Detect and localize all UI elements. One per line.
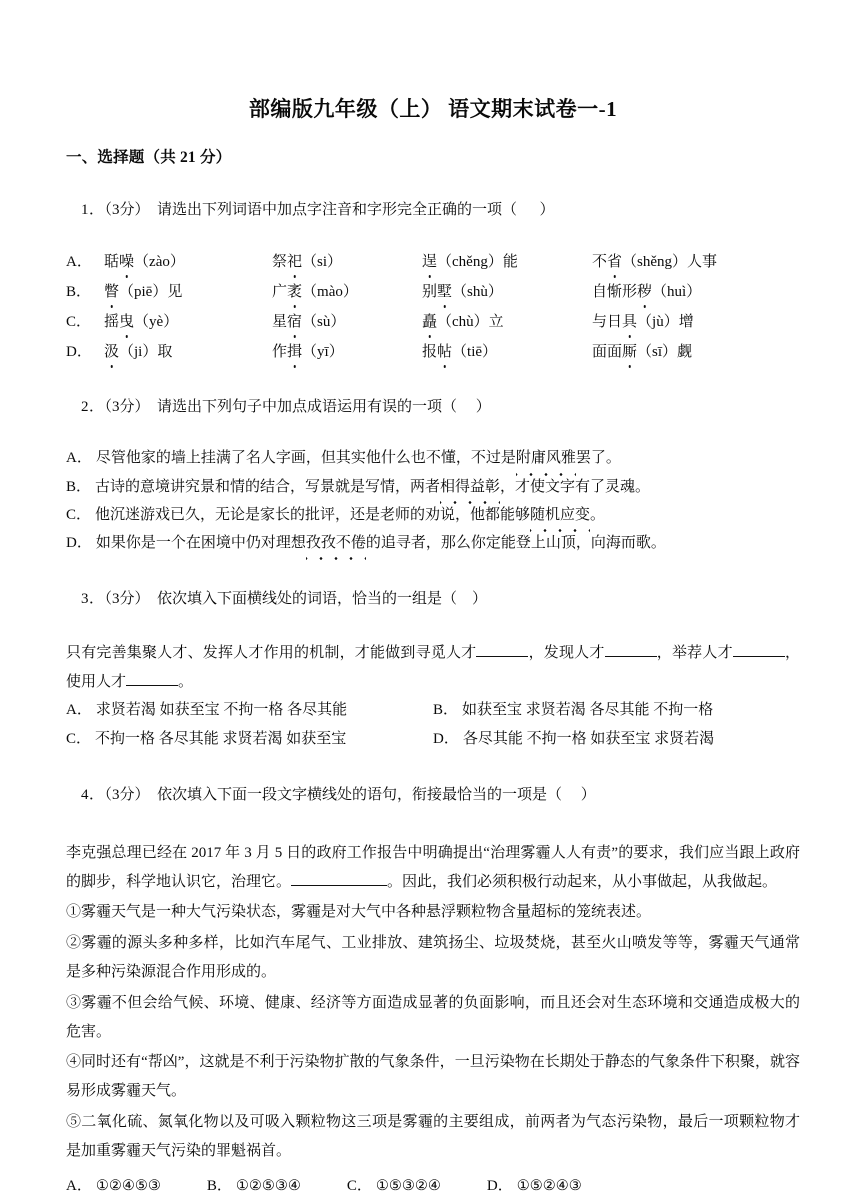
question-3-text: 依次填入下面横线处的词语，恰当的一组是（ ） — [157, 590, 488, 607]
cell-post: （zào） — [134, 253, 185, 270]
option-cell-4 — [592, 340, 692, 364]
question-4-intro-paragraph — [66, 839, 800, 897]
option-label: C． — [346, 1177, 372, 1194]
question-4-option-b[interactable] — [207, 1174, 301, 1198]
cell-post: （shù） — [452, 283, 503, 300]
cell-post: （sù） — [302, 313, 346, 330]
cell-dotted: 汲 — [104, 340, 119, 364]
option-label: B． — [66, 478, 92, 495]
question-1-score: （3分） — [104, 201, 150, 218]
question-2-stem — [66, 374, 800, 442]
question-3-number: 3． — [81, 590, 105, 607]
cell-post: （tiē） — [452, 343, 498, 360]
question-3-passage — [66, 639, 800, 697]
option-cell-1 — [104, 310, 272, 334]
option-emphasis: 附庸风雅 — [516, 447, 576, 470]
option-label: B． — [206, 1177, 232, 1194]
option-cell-1 — [104, 280, 272, 304]
question-1-number: 1． — [81, 201, 105, 218]
option-post: ，才使文字有了灵魂。 — [500, 478, 651, 495]
question-1-text: 请选出下列词语中加点字注音和字形完全正确的一项（ ） — [157, 201, 555, 218]
cell-pre: 自惭形 — [592, 283, 638, 300]
option-emphasis: 孜孜不倦 — [306, 532, 366, 555]
cell-post: （sī）觑 — [637, 343, 693, 360]
cell-pre: 不 — [592, 253, 608, 270]
fill-blank-3[interactable] — [733, 656, 785, 657]
cell-pre: 作 — [272, 343, 288, 360]
option-text: ①⑤②④③ — [516, 1177, 582, 1194]
option-cell-1 — [104, 340, 272, 364]
option-cell-1 — [104, 250, 272, 274]
cell-post: （piē）见 — [119, 283, 183, 300]
cell-pre: 报 — [422, 343, 438, 360]
question-3-option-d[interactable] — [433, 727, 800, 751]
option-post: 的追寻者，那么你定能登上山顶，向海而歌。 — [365, 535, 666, 552]
question-1-option-b[interactable] — [66, 280, 800, 304]
cell-dotted: 具 — [622, 310, 637, 334]
option-cell-3 — [422, 250, 592, 274]
option-cell-4 — [592, 310, 694, 334]
option-label: D． — [486, 1177, 513, 1194]
option-label: C． — [66, 313, 92, 330]
question-2-option-d[interactable] — [66, 532, 800, 555]
option-label: B． — [433, 702, 459, 719]
page-title: 部编版九年级（上） 语文期末试卷一-1 — [248, 97, 618, 121]
question-2-option-c[interactable] — [66, 504, 800, 527]
cell-dotted: 宿 — [287, 310, 302, 334]
option-cell-2 — [272, 280, 422, 304]
option-text — [96, 532, 666, 555]
cell-pre: 摇 — [104, 313, 120, 330]
question-1-option-c[interactable] — [66, 310, 800, 334]
cell-post: （chù）立 — [437, 313, 504, 330]
question-4-number: 4． — [81, 786, 105, 803]
question-3-stem — [66, 565, 800, 633]
cell-pre: 祭 — [272, 253, 288, 270]
question-4-sentence-5: ⑤二氧化硫、氮氧化物以及可吸入颗粒物这三项是雾霾的主要组成，前两者为气态污染物，最后一项颗粒物才是加重雾霾天气污染的罪魁祸首。 — [66, 1114, 800, 1159]
fill-blank-2[interactable] — [605, 656, 657, 657]
question-3-options-row-1 — [66, 698, 800, 722]
question-4-stem — [66, 761, 800, 829]
fill-blank-1[interactable] — [476, 656, 528, 657]
cell-post: （yī） — [302, 343, 344, 360]
option-cell-2 — [272, 250, 422, 274]
cell-dotted: 祀 — [287, 250, 302, 274]
cell-dotted: 曳 — [119, 310, 134, 334]
option-text: 求贤若渴 如获至宝 不拘一格 各尽其能 — [95, 702, 348, 719]
question-2-option-a[interactable] — [66, 447, 800, 470]
question-4-text: 依次填入下面一段文字横线处的语句，衔接最恰当的一项是（ ） — [157, 786, 596, 803]
option-label: D． — [433, 731, 459, 748]
option-text — [96, 447, 621, 470]
cell-pre: 星 — [272, 313, 288, 330]
cell-dotted: 逞 — [422, 250, 437, 274]
fill-blank-main[interactable] — [291, 885, 387, 886]
option-label: C． — [66, 731, 92, 748]
option-text: 各尽其能 不拘一格 如获至宝 求贤若渴 — [462, 731, 715, 748]
question-4-sentence-4: ④同时还有“帮凶”，这就是不利于污染物扩散的气象条件，一旦污染物在长期处于静态的气象条件下积聚，就容易形成雾霾天气。 — [66, 1054, 800, 1100]
cell-post: （si） — [302, 253, 343, 270]
option-text: ①②④⑤③ — [95, 1177, 161, 1194]
option-pre: 如果你是一个在困境中仍对理想 — [95, 535, 306, 552]
cell-post: （ji）取 — [119, 343, 173, 360]
question-1-option-d[interactable] — [66, 340, 800, 364]
fill-blank-4[interactable] — [126, 685, 178, 686]
cell-dotted: 墅 — [437, 280, 452, 304]
cell-pre: 聒 — [104, 253, 120, 270]
cell-post: （jù）增 — [637, 313, 694, 330]
passage-part-3: ，举荐人才 — [656, 644, 733, 661]
cell-dotted: 揖 — [287, 340, 302, 364]
question-4-score: （3分） — [104, 786, 150, 803]
cell-dotted: 帖 — [437, 340, 452, 364]
question-4-option-c[interactable] — [347, 1174, 441, 1198]
question-2-score: （3分） — [104, 399, 150, 416]
cell-post: （huì） — [652, 283, 702, 300]
option-emphasis: 相得益彰 — [440, 476, 500, 499]
option-text: 不拘一格 各尽其能 求贤若渴 如获至宝 — [95, 731, 347, 748]
question-2-number: 2． — [81, 399, 105, 416]
question-4-sentence-1: ①雾霾天气是一种大气污染状态，雾霾是对大气中各种悬浮颗粒物含量超标的笼统表述。 — [66, 904, 652, 921]
cell-dotted: 厮 — [622, 340, 637, 364]
cell-pre: 与日 — [592, 313, 623, 330]
option-cell-3 — [422, 340, 592, 364]
cell-pre: 别 — [422, 283, 438, 300]
cell-post: （mào） — [302, 283, 358, 300]
option-label: C． — [66, 506, 92, 523]
passage-part-1: 只有完善集聚人才、发挥人才作用的机制，才能做到寻觅人才 — [66, 644, 477, 661]
cell-post: （shěng）人事 — [622, 253, 718, 270]
option-text: 如获至宝 求贤若渴 各尽其能 不拘一格 — [462, 702, 714, 719]
option-post: 。 — [590, 506, 606, 523]
option-pre: 古诗的意境讲究景和情的结合，写景就是写情，两者 — [95, 478, 441, 495]
passage-part-4: ，使用人才 — [66, 644, 800, 690]
option-emphasis: 随机应变 — [530, 504, 590, 527]
passage-part-5: 。 — [178, 673, 194, 690]
question-3-option-c[interactable] — [66, 727, 433, 751]
option-pre: 尽管他家的墙上挂满了名人字画，但其实他什么也不懂，不过是 — [95, 450, 516, 467]
option-label: B． — [66, 283, 92, 300]
question-3-option-a[interactable] — [66, 698, 433, 722]
question-1-option-a[interactable] — [66, 250, 800, 274]
option-cell-4 — [592, 280, 701, 304]
question-4-sentence-3: ③雾霾不但会给气候、环境、健康、经济等方面造成显著的负面影响，而且还会对生态环境和交通造成极大的危害。 — [66, 994, 800, 1040]
cell-dotted: 袤 — [287, 280, 302, 304]
cell-post: （yè） — [134, 313, 179, 330]
question-4-answer-options — [66, 1174, 800, 1198]
question-2-option-b[interactable] — [66, 476, 800, 499]
option-cell-3 — [422, 310, 592, 334]
option-text: ①②⑤③④ — [235, 1177, 301, 1194]
option-cell-3 — [422, 280, 592, 304]
question-4-option-d[interactable] — [487, 1174, 582, 1198]
option-label: A． — [66, 1177, 92, 1194]
option-label: D． — [66, 535, 92, 552]
cell-dotted: 噪 — [119, 250, 134, 274]
section-heading: 一、选择题（共 21 分） — [66, 149, 232, 167]
cell-pre: 面面 — [592, 343, 623, 360]
cell-dotted: 瞥 — [104, 280, 119, 304]
cell-dotted: 矗 — [422, 310, 437, 334]
option-label: A． — [66, 253, 92, 270]
option-pre: 他沉迷游戏已久，无论是家长的批评，还是老师的劝说，他都能够 — [95, 506, 531, 523]
question-4-option-a[interactable] — [66, 1174, 161, 1198]
option-post: 罢了。 — [575, 450, 621, 467]
question-4-sentence-2: ②雾霾的源头多种多样，比如汽车尾气、工业排放、建筑扬尘、垃圾焚烧，甚至火山喷发等等，雾霾天气通常是多种污染源混合作用形成的。 — [66, 935, 800, 981]
question-3-options-row-2 — [66, 727, 800, 751]
cell-dotted: 秽 — [637, 280, 652, 304]
option-text: ①⑤③②④ — [375, 1177, 441, 1194]
option-label: A． — [66, 450, 92, 467]
question-3-score: （3分） — [104, 590, 150, 607]
option-label: A． — [66, 702, 92, 719]
option-cell-2 — [272, 310, 422, 334]
option-label: D． — [66, 343, 92, 360]
intro-after: 。因此，我们必须积极行动起来，从小事做起，从我做起。 — [387, 873, 778, 890]
option-cell-2 — [272, 340, 422, 364]
question-2-text: 请选出下列句子中加点成语运用有误的一项（ ） — [157, 399, 491, 416]
intro-before: 李克强总理已经在 2017 年 3 月 5 日的政府工作报告中明确提出“治理雾霾人人有责”的要求，我们应当跟上政府的脚步，科学地认识它，治理它。 — [66, 844, 800, 890]
passage-part-2: ，发现人才 — [528, 644, 605, 661]
question-1-stem — [66, 176, 800, 244]
cell-post: （chěng）能 — [437, 253, 518, 270]
option-text — [95, 476, 650, 499]
option-cell-4 — [592, 250, 717, 274]
cell-dotted: 省 — [607, 250, 622, 274]
option-text — [95, 504, 605, 527]
question-3-option-b[interactable] — [433, 698, 800, 722]
cell-pre: 广 — [272, 283, 288, 300]
